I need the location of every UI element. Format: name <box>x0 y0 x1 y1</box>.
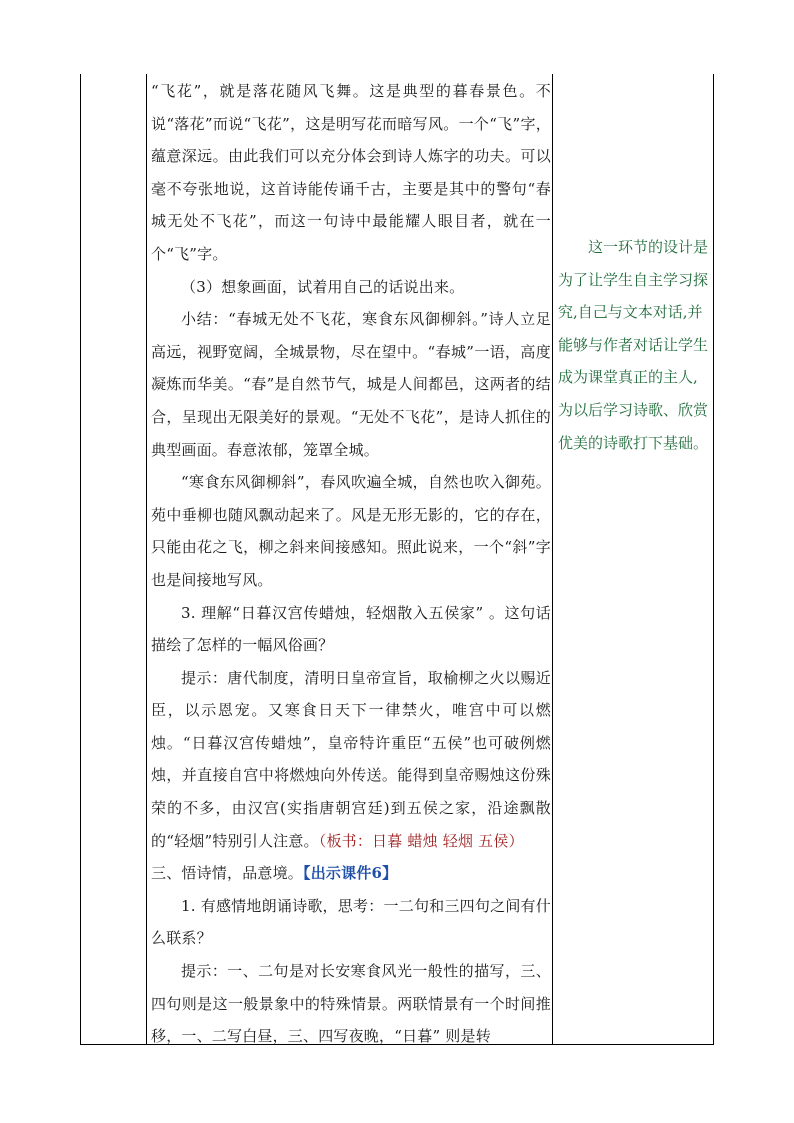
design-note: 这一环节的设计是为了让学生自主学习探究,自己与文本对话,并能够与作者对话让学生成为课堂真正的主人,为以后学习诗歌、欣赏优美的诗歌打下基础。 <box>558 238 709 452</box>
paragraph-hanshi: “寒食东风御柳斜”，春风吹遍全城，自然也吹入御苑。苑中垂柳也随风飘动起来了。风是无形无影的，它的存在，只能由花之飞，柳之斜来间接感知。照此说来，一个“斜”字也是间接地写风。 <box>151 473 551 589</box>
teaching-content-column <box>151 75 551 1053</box>
table-border-right <box>713 74 714 1045</box>
courseware-tag: 【出示课件6】 <box>303 864 398 883</box>
board-notes: （板书：日暮 蜡烛 轻烟 五侯） <box>318 831 524 850</box>
paragraph-summary: 小结：“春城无处不飞花，寒食东风御柳斜。”诗人立足高远，视野宽阔，全城景物，尽在望中。“春城”一语，高度凝炼而华美。“春”是自然节气，城是人间都邑，这两者的结合，呈现出无限美好的景观。“无处不飞花”，是诗人抓住的典型画面。春意浓郁，笼罩全城。 <box>151 310 551 459</box>
paragraph-imagine: （3）想象画面，试着用自己的话说出来。 <box>181 277 465 296</box>
paragraph-question-1: 1. 有感情地朗诵诗歌，思考：一二句和三四句之间有什么联系？ <box>151 896 551 948</box>
table-column-divider-2 <box>552 74 553 1045</box>
section-heading-3 <box>151 857 551 890</box>
design-intent-column <box>558 231 710 459</box>
paragraph-feihua: “飞花”，就是落花随风飞舞。这是典型的暮春景色。不说“落花”而说“飞花”，这是明写花而暗写风。一个“飞”字，蕴意深远。由此我们可以充分体会到诗人炼字的功夫。可以毫不夸张地说，这首诗能传诵千古，主要是其中的警句“春城无处不飞花”，而这一句诗中最能耀人眼目者，就在一个“飞”字。 <box>151 82 551 263</box>
hint-text: 提示：唐代制度，清明日皇帝宣旨，取榆柳之火以赐近臣，以示恩宠。又寒食日天下一律禁火，唯宫中可以燃烛。“日暮汉宫传蜡烛”，皇帝特许重臣“五侯”也可破例燃烛，并直接自宫中将燃烛向外传送。能得到皇帝赐烛这份殊荣的不多，由汉宫(实指唐朝宫廷)到五侯之家，沿途飘散的“轻烟”特别引人注意。 <box>151 668 551 850</box>
paragraph-hint-2: 提示：一、二句是对长安寒食风光一般性的描写，三、四句则是这一般景象中的特殊情景。两联情景有一个时间推移，一、二写白昼，三、四写夜晚，“日暮” 则是转 <box>151 962 551 1046</box>
table-border-left <box>80 74 81 1045</box>
paragraph-question-3: 3. 理解“日暮汉宫传蜡烛，轻烟散入五侯家” 。这句话描绘了怎样的一幅风俗画？ <box>151 603 551 655</box>
table-column-divider-1 <box>146 74 147 1045</box>
section-heading-text: 三、悟诗情，品意境。 <box>151 864 304 883</box>
paragraph-hint-1 <box>151 662 551 858</box>
